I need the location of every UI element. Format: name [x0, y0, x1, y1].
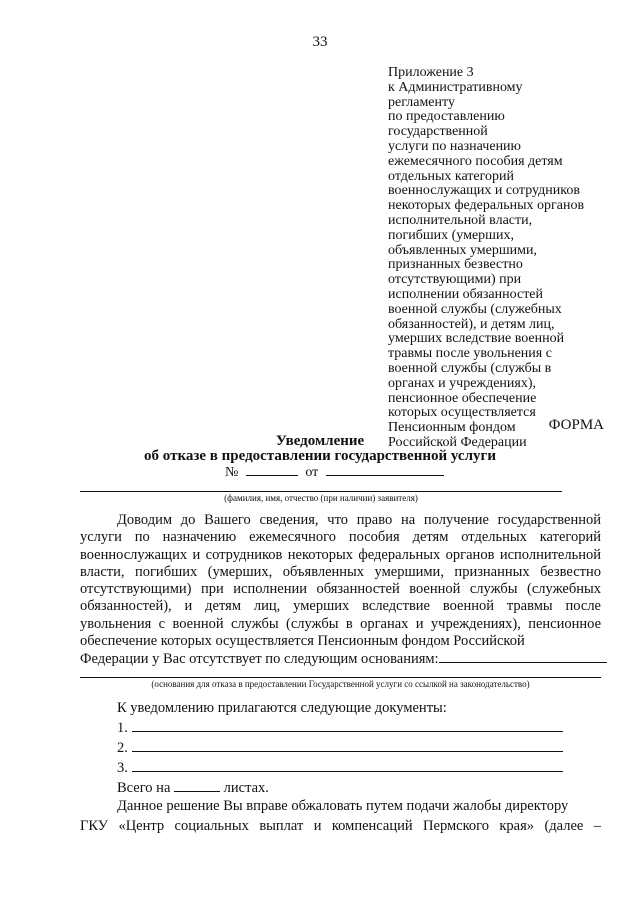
notice-text: Доводим до Вашего сведения, что право на получение государственной услуги по назначению ежемесячного пособия детям отдельных категорий военнослужащих и сотрудников некоторых федеральных органов исполнительной власти, погибших (умерших, объявленных умершими, признанных безвестно отсутствующими) при исполнении обязанностей военной службы (служебных обязанностей), и детям лиц, умерших вследствие военной травмы после увольнения с военной службы (службы в органах и учреждениях), пенсионное обеспечение которых осуществляется Пенсионным фондом Российской: [80, 512, 601, 650]
total-pages-field[interactable]: [174, 779, 220, 792]
appendix-line: военной службы (службы в: [388, 360, 552, 376]
attachment-field[interactable]: [132, 719, 563, 732]
page-number: 33: [312, 34, 328, 50]
attachment-row: [117, 759, 563, 777]
number-field[interactable]: [246, 463, 298, 476]
appendix-line: органах и учреждениях),: [388, 375, 537, 391]
attachment-row: [117, 719, 563, 737]
appendix-line: отсутствующими) при: [388, 272, 522, 288]
appendix-line: умерших вследствие военной: [388, 331, 565, 347]
total-pages-line: [117, 779, 269, 797]
grounds-field[interactable]: [80, 677, 601, 678]
appendix-line: пенсионное обеспечение: [388, 390, 537, 406]
appendix-line: отдельных категорий: [388, 168, 515, 184]
attachments-intro: К уведомлению прилагаются следующие документы:: [117, 700, 447, 716]
date-field[interactable]: [326, 463, 444, 476]
attachment-row: [117, 739, 563, 757]
number-date-line: [225, 463, 444, 481]
date-prefix: от: [305, 465, 319, 480]
applicant-caption: (фамилия, имя, отчество (при наличии) заявителя): [224, 493, 418, 503]
form-label: ФОРМА: [548, 417, 604, 433]
appendix-line: исполнении обязанностей: [388, 286, 544, 302]
appendix-line: травмы после увольнения с: [388, 346, 552, 362]
grounds-inline-field[interactable]: [439, 650, 607, 663]
appendix-line: ежемесячного пособия детям: [388, 153, 563, 169]
attachment-field[interactable]: [132, 759, 563, 772]
appendix-line: по предоставлению: [388, 109, 505, 125]
appeal-line: Данное решение Вы вправе обжаловать путем подачи жалобы директору: [117, 798, 569, 814]
appendix-line: государственной: [388, 124, 488, 140]
appendix-line: погибших (умерших,: [388, 227, 514, 243]
total-suffix: листах.: [223, 780, 269, 796]
appendix-line: исполнительной власти,: [388, 212, 533, 228]
appendix-line: признанных безвестно: [388, 257, 523, 273]
appendix-line: регламенту: [388, 94, 455, 110]
document-title: Уведомление: [275, 433, 365, 449]
appeal-line: ГКУ «Центр социальных выплат и компенсаций Пермского края» (далее –: [80, 818, 601, 834]
appendix-line: Пенсионным фондом: [388, 420, 516, 436]
attachment-field[interactable]: [132, 739, 563, 752]
appeal-paragraph: [80, 796, 601, 836]
attachment-number: 2.: [117, 740, 128, 756]
notice-last-line: [80, 650, 601, 668]
attachment-number: 3.: [117, 760, 128, 776]
number-sign: №: [225, 465, 239, 480]
appendix-line: военнослужащих и сотрудников: [388, 183, 580, 199]
appendix-line: обязанностей), и детям лиц,: [388, 316, 555, 332]
grounds-caption: (основания для отказа в предоставлении Государственной услуги со ссылкой на законодательство): [151, 679, 530, 689]
appendix-line: некоторых федеральных органов: [388, 198, 585, 214]
appendix-line: которых осуществляется: [388, 405, 536, 421]
appendix-line: услуги по назначению: [388, 138, 522, 154]
notice-text-end: Федерации у Вас отсутствует по следующим основаниям:: [80, 651, 439, 668]
appendix-line: военной службы (служебных: [388, 301, 562, 317]
appendix-header: [388, 66, 620, 451]
appendix-line: Приложение 3: [388, 65, 474, 80]
applicant-name-field[interactable]: [80, 491, 562, 492]
appendix-line: объявленных умершими,: [388, 242, 537, 258]
attachment-number: 1.: [117, 720, 128, 736]
appendix-line: Российской Федерации: [388, 434, 527, 450]
document-subtitle: об отказе в предоставлении государственной услуги: [144, 448, 496, 464]
total-prefix: Всего на: [117, 780, 171, 796]
appendix-line: к Административному: [388, 79, 523, 95]
notice-paragraph: [80, 512, 601, 669]
